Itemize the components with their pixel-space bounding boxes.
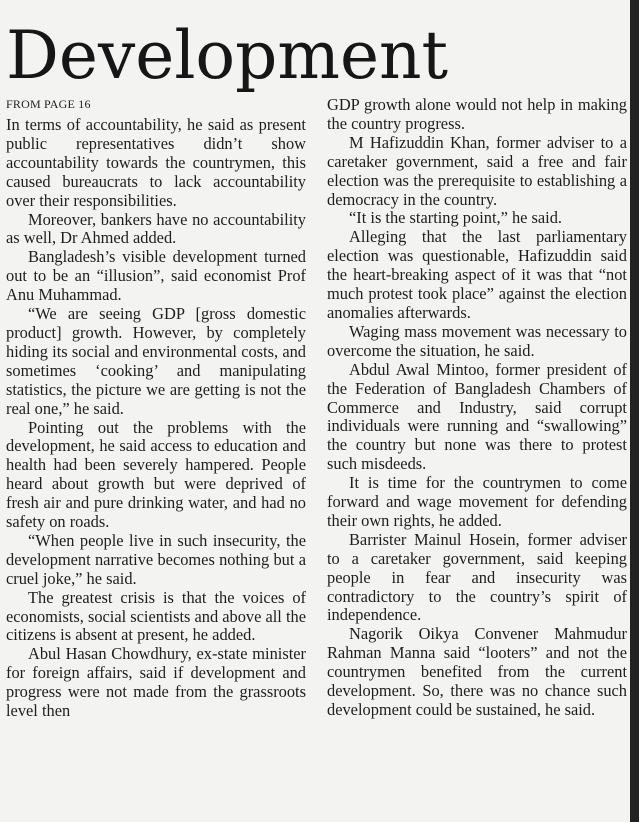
paragraph: Waging mass movement was necessary to overcome the situation, he said. <box>327 321 627 360</box>
left-column <box>6 116 306 721</box>
paragraph: “When people live in such insecurity, the development narrative becomes nothing but a cruel joke,” he said. <box>6 530 306 588</box>
paragraph: Alleging that the last parliamentary election was questionable, Hafizuddin said the heart-breaking aspect of it was that “not much protest took place” against the election anomalies afterwards. <box>327 227 627 322</box>
paragraph: Abdul Awal Mintoo, former president of the Federation of Bangladesh Chambers of Commerce and Industry, said corrupt individuals were running and “swallowing” the country but none was there to protest such misdeeds. <box>327 359 627 474</box>
headline: Development <box>6 17 449 94</box>
paragraph: It is time for the countrymen to come forward and wage movement for defending their own rights, he added. <box>327 473 627 530</box>
paragraph: “We are seeing GDP [gross domestic product] growth. However, by completely hiding its social and environmental costs, and sometimes ‘cooking’ and manipulating statistics, the picture we are getting is not the real one,” he said. <box>6 304 306 418</box>
paragraph: Pointing out the problems with the development, he said access to education and health had been severely hampered. People heard about growth but were deprived of fresh air and pure drinking water, and had no safety on roads. <box>6 417 306 532</box>
paragraph: Barrister Mainul Hosein, former adviser to a caretaker government, said keeping people in fear and insecurity was contradictory to the country’s spirit of independence. <box>327 529 627 625</box>
right-column <box>327 96 627 720</box>
continuation-kicker: FROM PAGE 16 <box>6 97 91 111</box>
paragraph: “It is the starting point,” he said. <box>349 208 563 228</box>
paragraph: GDP growth alone would not help in making the country progress. <box>327 95 627 133</box>
paragraph: The greatest crisis is that the voices of economists, social scientists and above all the citizens is absent at present, he added. <box>6 587 306 645</box>
paragraph: Moreover, bankers have no accountability as well, Dr Ahmed added. <box>6 209 306 248</box>
paragraph: Abul Hasan Chowdhury, ex-state minister for foreign affairs, said if development and progress were not made from the grassroots level then <box>6 644 306 721</box>
paragraph: Nagorik Oikya Convener Mahmudur Rahman Manna said “looters” and not the countrymen benefited from the current development. So, there was no chance such development could be sustained, he said. <box>327 624 627 719</box>
page-edge-divider <box>630 0 639 822</box>
paragraph: M Hafizuddin Khan, former adviser to a caretaker government, said a free and fair election was the prerequisite to establishing a democracy in the country. <box>327 132 627 209</box>
paragraph: Bangladesh’s visible development turned out to be an “illusion”, said economist Prof Anu Muhammad. <box>6 247 306 305</box>
paragraph: In terms of accountability, he said as present public representatives didn’t show accountability towards the countrymen, this caused bureaucrats to lack accountability over their responsibilities. <box>6 115 306 210</box>
